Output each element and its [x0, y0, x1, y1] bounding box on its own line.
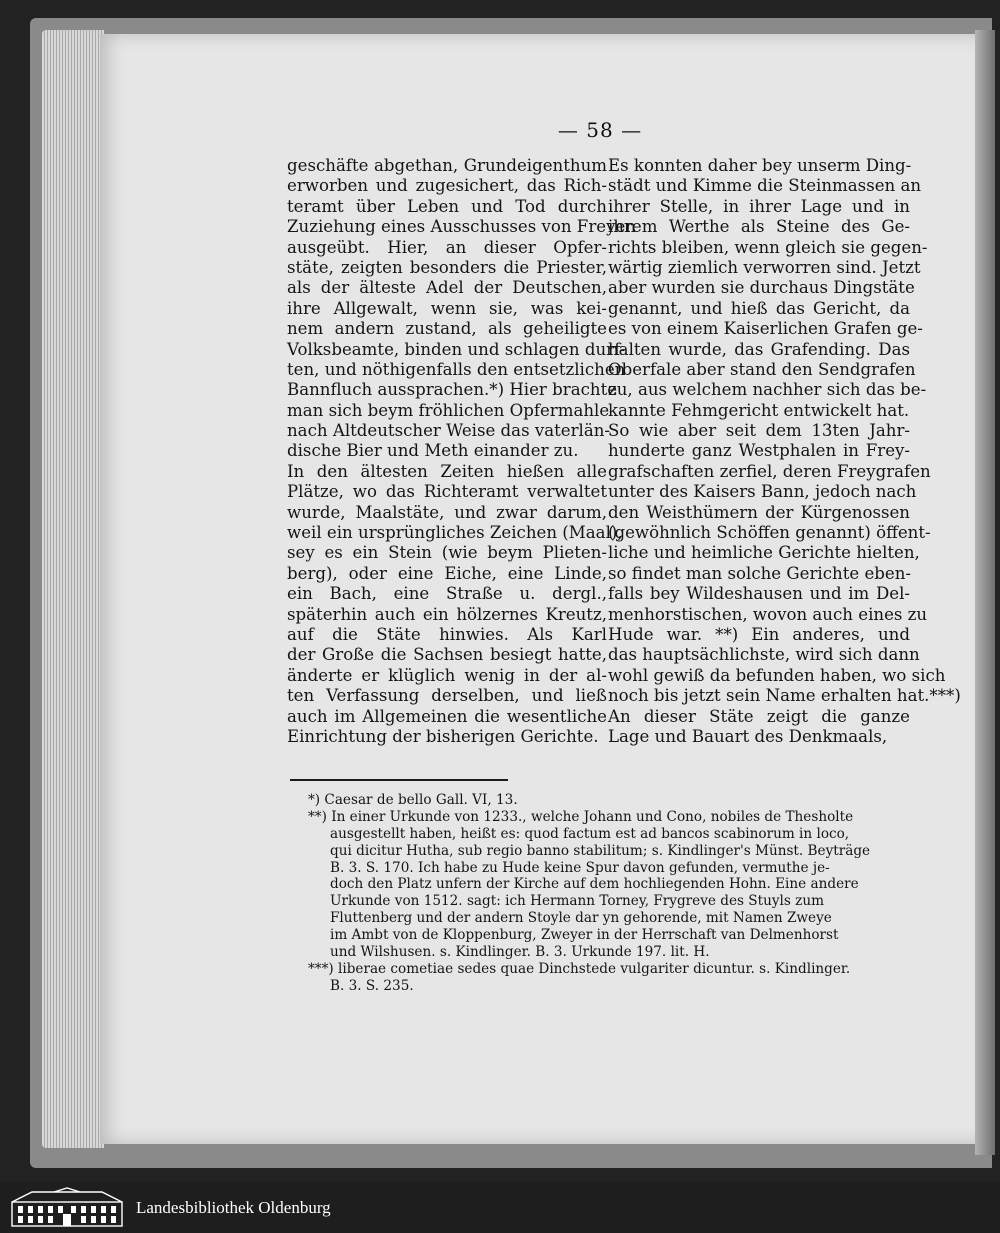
right-column-line: wohl gewiß da befunden haben, wo sich — [608, 665, 946, 685]
page-edges — [42, 30, 104, 1148]
left-column-line: ten Verfassung derselben, und ließ — [287, 686, 607, 706]
right-column-line: (gewöhnlich Schöffen genannt) öffent- — [608, 523, 931, 543]
left-column-line: sey es ein Stein (wie beym Plieten- — [287, 543, 607, 563]
right-column-line: aber wurden sie durchaus Dingstäte — [608, 278, 915, 298]
right-column-line: halten wurde, das Grafending. Das — [608, 339, 910, 359]
left-column-line: ten, und nöthigenfalls den entsetzlichen — [287, 359, 626, 379]
footnotes-line: *) Caesar de bello Gall. VI, 13. — [308, 792, 518, 808]
footer-bar — [0, 1182, 1000, 1233]
right-column-line: städt und Kimme die Steinmassen an — [608, 176, 922, 196]
footnotes-line: Urkunde von 1512. sagt: ich Hermann Torney, Frygreve des Stuyls zum — [330, 893, 824, 910]
right-column-line: menhorstischen, wovon auch eines zu — [608, 604, 928, 624]
left-column-line: ihre Allgewalt, wenn sie, was kei- — [287, 298, 607, 318]
right-column-line: grafschaften zerfiel, deren Freygrafen — [608, 461, 931, 481]
left-column-line: erworben und zugesichert, das Rich- — [287, 176, 607, 196]
right-column-line: es von einem Kaiserlichen Grafen ge- — [608, 319, 923, 339]
right-column-line: Oberfale aber stand den Sendgrafen — [608, 359, 916, 379]
library-name: Landesbibliothek Oldenburg — [136, 1197, 331, 1217]
right-text-column — [608, 156, 961, 747]
footnotes-line: B. 3. S. 170. Ich habe zu Hude keine Spur davon gefunden, vermuthe je- — [330, 859, 830, 876]
left-column-line: Bannfluch aussprachen.*) Hier brachte — [287, 380, 618, 400]
left-column-line: weil ein ursprüngliches Zeichen (Maal), — [287, 523, 623, 543]
left-column-line: Volksbeamte, binden und schlagen durf- — [287, 339, 626, 359]
left-column-line: In den ältesten Zeiten hießen alle — [287, 461, 607, 481]
right-column-line: noch bis jetzt sein Name erhalten hat.***) — [608, 686, 961, 706]
page-gutter-shadow — [975, 30, 995, 1155]
right-column-line: Hude war. **) Ein anderes, und — [608, 624, 910, 644]
left-column-line: der Große die Sachsen besiegt hatte, — [287, 645, 607, 665]
right-column-line: ihrer Stelle, in ihrer Lage und in — [608, 196, 910, 216]
library-building-logo — [8, 1188, 126, 1228]
left-column-line: Einrichtung der bisherigen Gerichte. — [287, 726, 599, 746]
right-column-line: so findet man solche Gerichte eben- — [608, 563, 912, 583]
left-text-column — [287, 156, 636, 747]
right-column-line: Lage und Bauart des Denkmaals, — [608, 726, 888, 746]
right-column-line: hunderte ganz Westphalen in Frey- — [608, 441, 910, 461]
footnotes-line: ausgestellt haben, heißt es: quod factum est ad bancos scabinorum in loco, — [330, 825, 850, 842]
left-column-line: geschäfte abgethan, Grundeigenthum — [287, 156, 607, 175]
footnotes-line: B. 3. S. 235. — [330, 977, 414, 994]
right-column-line: kannte Fehmgericht entwickelt hat. — [608, 400, 910, 420]
right-column-line: zu, aus welchem nachher sich das be- — [608, 380, 927, 400]
right-column-line: wärtig ziemlich verworren sind. Jetzt — [608, 257, 921, 277]
left-column-line: späterhin auch ein hölzernes Kreutz, — [287, 604, 607, 624]
left-column-line: Plätze, wo das Richteramt verwaltet — [287, 482, 607, 502]
left-column-line: auch im Allgemeinen die wesentliche — [287, 706, 607, 726]
left-column-line: wurde, Maalstäte, und zwar darum, — [287, 502, 607, 522]
page-number: — 58 — — [557, 118, 643, 142]
right-column-line: das hauptsächlichste, wird sich dann — [608, 645, 920, 665]
left-column-line: Zuziehung eines Ausschusses von Freyen — [287, 217, 636, 237]
right-column-line: Es konnten daher bey unserm Ding- — [608, 156, 912, 175]
footnotes-line: **) In einer Urkunde von 1233., welche Johann und Cono, nobiles de Thesholte — [308, 808, 854, 825]
left-column-line: man sich beym fröhlichen Opfermahle — [287, 400, 610, 420]
footnotes-line: qui dicitur Hutha, sub regio banno stabilitum; s. Kindlinger's Münst. Beyträge — [330, 842, 871, 859]
left-column-line: ein Bach, eine Straße u. dergl., — [287, 584, 607, 604]
left-column-line: nach Altdeutscher Weise das vaterlän- — [287, 421, 611, 441]
left-column-line: als der älteste Adel der Deutschen, — [287, 278, 607, 298]
left-column-line: änderte er klüglich wenig in der al- — [287, 665, 607, 685]
right-column-line: An dieser Stäte zeigt die ganze — [608, 706, 910, 726]
footnotes-line: ***) liberae cometiae sedes quae Dinchstede vulgariter dicuntur. s. Kindlinger. — [308, 960, 851, 977]
left-column-line: dische Bier und Meth einander zu. — [287, 441, 579, 461]
left-column-line: berg), oder eine Eiche, eine Linde, — [287, 563, 607, 583]
footnotes — [308, 792, 916, 995]
footnotes-line: doch den Platz unfern der Kirche auf dem hochliegenden Hohn. Eine andere — [330, 876, 859, 893]
right-column-line: den Weisthümern der Kürgenossen — [608, 502, 910, 522]
left-column-line: nem andern zustand, als geheiligte — [287, 319, 607, 339]
left-column-line: teramt über Leben und Tod durch — [287, 196, 607, 216]
right-column-line: unter des Kaisers Bann, jedoch nach — [608, 482, 917, 502]
footnote-separator — [290, 779, 508, 781]
left-column-line: auf die Stäte hinwies. Als Karl — [287, 624, 607, 644]
right-column-line: falls bey Wildeshausen und im Del- — [608, 584, 910, 604]
left-column-line: stäte, zeigten besonders die Priester, — [287, 257, 607, 277]
footnotes-line: und Wilshusen. s. Kindlinger. B. 3. Urkunde 197. lit. H. — [330, 944, 710, 961]
right-column-line: genannt, und hieß das Gericht, da — [608, 298, 910, 318]
right-column-line: ihrem Werthe als Steine des Ge- — [608, 217, 910, 237]
left-column-line: ausgeübt. Hier, an dieser Opfer- — [287, 237, 607, 257]
right-column-line: liche und heimliche Gerichte hielten, — [608, 543, 920, 563]
right-column-line: richts bleiben, wenn gleich sie gegen- — [608, 237, 928, 257]
right-column-line: So wie aber seit dem 13ten Jahr- — [608, 421, 910, 441]
footnotes-line: im Ambt von de Kloppenburg, Zweyer in der Herrschaft van Delmenhorst — [330, 927, 839, 944]
footnotes-line: Fluttenberg und der andern Stoyle dar yn gehorende, mit Namen Zweye — [330, 910, 832, 927]
